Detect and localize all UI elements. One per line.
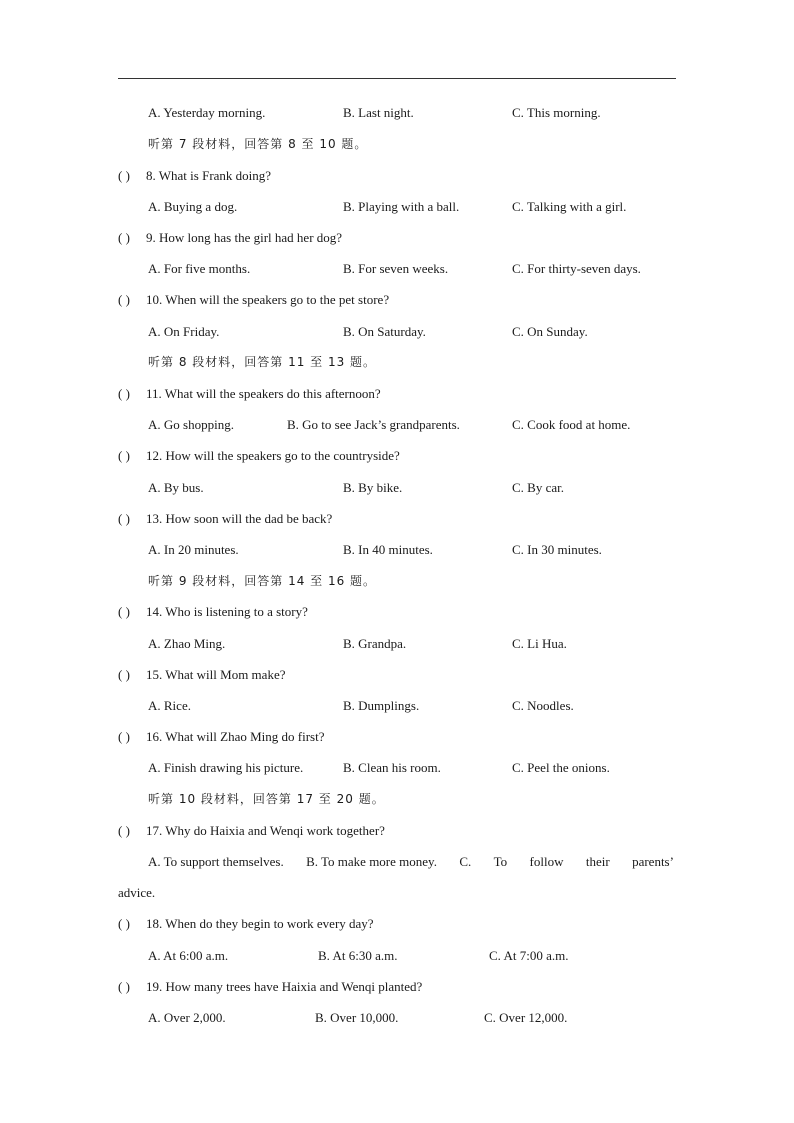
question-9: [118, 230, 342, 246]
section-heading-7: 听第 7 段材料，回答第 8 至 10 题。: [148, 137, 368, 151]
q9-option-a: A. For five months.: [148, 261, 251, 276]
q18-option-c: C. At 7:00 a.m.: [489, 948, 569, 963]
question-text: 16. What will Zhao Ming do first?: [146, 729, 325, 744]
q11-option-a: A. Go shopping.: [148, 417, 234, 432]
q10-option-b: B. On Saturday.: [343, 324, 426, 339]
question-text: 17. Why do Haixia and Wenqi work together?: [146, 823, 385, 838]
q17-options-row: [148, 854, 674, 870]
section-heading-9: 听第 9 段材料，回答第 14 至 16 题。: [148, 574, 377, 588]
q8-option-a: A. Buying a dog.: [148, 199, 238, 214]
q17-option-c-word: their: [585, 854, 610, 869]
q13-option-c: C. In 30 minutes.: [512, 542, 602, 557]
question-17: [118, 823, 385, 839]
answer-blank: ( ): [118, 386, 130, 401]
q14-option-b: B. Grandpa.: [343, 636, 407, 651]
question-11: [118, 386, 381, 402]
answer-blank: ( ): [118, 292, 130, 307]
answer-blank: ( ): [118, 448, 130, 463]
q15-option-a: A. Rice.: [148, 698, 191, 713]
question-text: 10. When will the speakers go to the pet store?: [146, 292, 390, 307]
q18-option-b: B. At 6:30 a.m.: [318, 948, 398, 963]
question-text: 11. What will the speakers do this afternoon?: [146, 386, 381, 401]
question-text: 9. How long has the girl had her dog?: [146, 230, 343, 245]
question-16: [118, 729, 324, 745]
answer-blank: ( ): [118, 823, 130, 838]
answer-blank: ( ): [118, 667, 130, 682]
q15-option-c: C. Noodles.: [512, 698, 574, 713]
question-15: [118, 667, 285, 683]
q19-option-a: A. Over 2,000.: [148, 1010, 226, 1025]
question-14: [118, 604, 308, 620]
q10-option-c: C. On Sunday.: [512, 324, 588, 339]
q13-option-a: A. In 20 minutes.: [148, 542, 239, 557]
q9-option-b: B. For seven weeks.: [343, 261, 449, 276]
question-10: [118, 292, 389, 308]
section-heading-10: 听第 10 段材料，回答第 17 至 20 题。: [148, 792, 385, 806]
q14-option-a: A. Zhao Ming.: [148, 636, 226, 651]
answer-blank: ( ): [118, 916, 130, 931]
q17-option-c-word: follow: [529, 854, 564, 869]
section-heading-8: 听第 8 段材料，回答第 11 至 13 题。: [148, 355, 377, 369]
q19-option-b: B. Over 10,000.: [315, 1010, 399, 1025]
question-text: 19. How many trees have Haixia and Wenqi planted?: [146, 979, 423, 994]
question-text: 13. How soon will the dad be back?: [146, 511, 333, 526]
question-12: [118, 448, 400, 464]
q16-option-a: A. Finish drawing his picture.: [148, 760, 304, 775]
q9-option-c: C. For thirty-seven days.: [512, 261, 641, 276]
q8-option-b: B. Playing with a ball.: [343, 199, 460, 214]
q17-option-a: A. To support themselves.: [148, 854, 284, 869]
q19-option-c: C. Over 12,000.: [484, 1010, 568, 1025]
q10-option-a: A. On Friday.: [148, 324, 220, 339]
answer-blank: ( ): [118, 168, 130, 183]
q15-option-b: B. Dumplings.: [343, 698, 420, 713]
q16-option-c: C. Peel the onions.: [512, 760, 610, 775]
q12-option-a: A. By bus.: [148, 480, 204, 495]
question-18: [118, 916, 374, 932]
q17-option-c-word: parents’: [632, 854, 674, 869]
q17-option-b: B. To make more money.: [306, 854, 437, 869]
question-text: 8. What is Frank doing?: [146, 168, 272, 183]
question-13: [118, 511, 332, 527]
question-8: [118, 168, 271, 184]
q18-option-a: A. At 6:00 a.m.: [148, 948, 229, 963]
question-19: [118, 979, 422, 995]
q14-option-c: C. Li Hua.: [512, 636, 567, 651]
q11-option-b: B. Go to see Jack’s grandparents.: [287, 417, 460, 432]
answer-blank: ( ): [118, 511, 130, 526]
q7-option-b: B. Last night.: [343, 105, 414, 120]
answer-blank: ( ): [118, 729, 130, 744]
question-text: 12. How will the speakers go to the countryside?: [146, 448, 400, 463]
q11-option-c: C. Cook food at home.: [512, 417, 631, 432]
question-text: 14. Who is listening to a story?: [146, 604, 308, 619]
q8-option-c: C. Talking with a girl.: [512, 199, 627, 214]
q17-option-c-continuation: advice.: [118, 885, 156, 900]
q12-option-b: B. By bike.: [343, 480, 403, 495]
q7-option-c: C. This morning.: [512, 105, 601, 120]
q16-option-b: B. Clean his room.: [343, 760, 441, 775]
answer-blank: ( ): [118, 979, 130, 994]
answer-blank: ( ): [118, 604, 130, 619]
header-rule: [118, 78, 676, 79]
q17-option-c-word: To: [493, 854, 508, 869]
q13-option-b: B. In 40 minutes.: [343, 542, 433, 557]
question-text: 15. What will Mom make?: [146, 667, 286, 682]
q12-option-c: C. By car.: [512, 480, 564, 495]
answer-blank: ( ): [118, 230, 130, 245]
question-text: 18. When do they begin to work every day?: [146, 916, 374, 931]
q17-option-c-label: C.: [459, 854, 472, 869]
q7-option-a: A. Yesterday morning.: [148, 105, 266, 120]
